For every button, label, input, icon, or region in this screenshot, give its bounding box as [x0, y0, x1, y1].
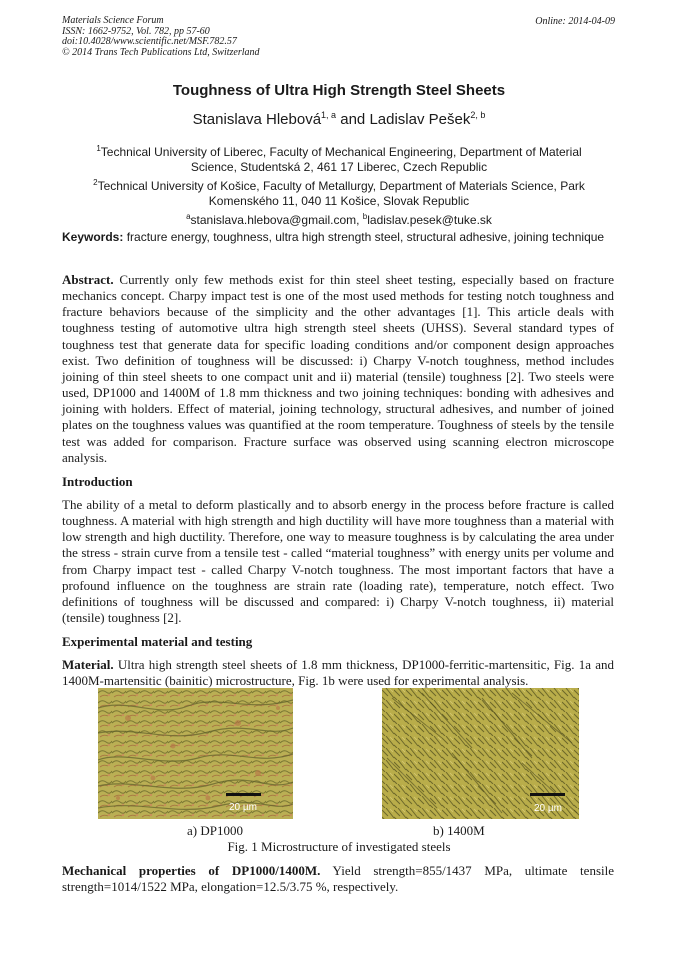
- affil-1-line-1: Technical University of Liberec, Faculty of Mechanical Engineering, Department of Material: [100, 145, 582, 159]
- keywords: [62, 230, 614, 245]
- abstract-label: Abstract.: [62, 272, 114, 287]
- keywords-label: Keywords:: [62, 230, 124, 244]
- doi: doi:10.4028/www.scientific.net/MSF.782.57: [62, 36, 237, 47]
- author-name: Ladislav Pešek: [369, 111, 471, 128]
- email-b[interactable]: ladislav.pesek@tuke.sk: [367, 213, 492, 227]
- micrograph-1400m-image: [382, 688, 579, 819]
- abstract-text: Currently only few methods exist for thin steel sheet testing, especially based on fracture mechanics concept. Charpy impact test is one of the most used methods for testing notch toughness and fracture behaviors because of the simplicity and the other advantages [1]. This article deals with toughness testing of automotive ultra high strength steel sheets (UHSS). Several standard types of toughness test that generate data for specific loading conditions and/or component design approaches exist. Two definition of toughness will be discussed: i) Charpy V-notch toughness, method includes joining of thin steel sheets to one compact unit and ii) material (tensile) toughness [2]. Two steels were used, DP1000 and 1400M of 1.8 mm thickness and two joining techniques: bonding with adhesives and joining with holders. Effect of material, joining technology, structural adhesives, and number of joined plates on the toughness values was quantified at the room temperature. Toughness of steels by the tensile test was added for comparison. Fracture surface was observed using scanning electron microscope analysis.: [62, 272, 615, 465]
- caption-b: b) 1400M: [433, 823, 485, 838]
- scalebar-b-label: 20 µm: [534, 803, 562, 814]
- micrograph-1400m: [382, 688, 579, 819]
- experimental-heading: Experimental material and testing: [62, 634, 253, 649]
- abstract: [62, 272, 614, 466]
- affil-superscript: 1: [96, 144, 101, 153]
- author-superscript: 1, a: [321, 110, 337, 120]
- author-line: [0, 110, 678, 128]
- introduction-text: The ability of a metal to deform plastically and to absorb energy in the process before fracture is called toughness. A material with high strength and high ductility will have more toughness than a material with low strength and high ductility. Therefore, one way to measure toughness is by calculating the area under the stress - strain curve from a tensile test - called “material toughness” with energy units per volume and from Charpy impact test - called Charpy V-notch toughness. The most important factors that have a profound influence on the toughness are strain rate (loading rate), temperature, notch effect. Two definitions of toughness will be discussed and compared: i) Charpy V-notch toughness, ii) material (tensile) toughness [2].: [62, 497, 614, 626]
- keywords-text: fracture energy, toughness, ultra high strength steel, structural adhesive, joining technique: [126, 230, 605, 244]
- mechanical-label: Mechanical properties of DP1000/1400M.: [62, 863, 321, 878]
- email-superscript: b: [362, 212, 368, 221]
- author-conjunction: and: [340, 111, 366, 128]
- paper-title: Toughness of Ultra High Strength Steel Sheets: [172, 82, 506, 99]
- copyright: © 2014 Trans Tech Publications Ltd, Switzerland: [62, 46, 260, 58]
- material-paragraph: [62, 657, 614, 689]
- affil-1-line-2: Science, Studentská 2, 461 17 Liberec, Czech Republic: [190, 160, 488, 174]
- micrograph-dp1000: [98, 688, 293, 819]
- material-text: Ultra high strength steel sheets of 1.8 mm thickness, DP1000-ferritic-martensitic, Fig. 1a and 1400M-martensitic (bainitic) microstructure, Fig. 1b were used for experimental analysis.: [62, 657, 615, 689]
- author-name: Stanislava Hlebová: [192, 111, 322, 128]
- affiliations: [62, 141, 616, 228]
- figure-caption: Fig. 1 Microstructure of investigated steels: [227, 839, 451, 854]
- introduction-heading: Introduction: [62, 474, 133, 489]
- author-superscript: 2, b: [470, 110, 486, 120]
- journal-name: Materials Science Forum: [62, 15, 164, 26]
- mechanical-paragraph: [62, 863, 614, 895]
- online-date: Online: 2014-04-09: [535, 16, 615, 27]
- journal-header: [62, 16, 260, 58]
- affil-2-line-1: Technical University of Košice, Faculty of Metallurgy, Department of Materials Science, Park: [97, 179, 585, 193]
- scalebar-a-label: 20 µm: [229, 802, 257, 813]
- micrograph-dp1000-image: [98, 688, 293, 819]
- issn: ISSN: 1662-9752, Vol. 782, pp 57-60: [62, 25, 210, 37]
- email-superscript: a: [186, 212, 191, 221]
- affil-superscript: 2: [93, 178, 98, 187]
- material-label: Material.: [62, 657, 114, 672]
- email-a[interactable]: stanislava.hlebova@gmail.com,: [190, 213, 360, 227]
- affil-2-line-2: Komenského 11, 040 11 Košice, Slovak Republic: [208, 194, 470, 208]
- caption-a: a) DP1000: [187, 823, 243, 838]
- mechanical-text: Yield strength=855/1437 MPa, ultimate tensile strength=1014/1522 MPa, elongation=12.5/3.75 %, respectively.: [62, 863, 614, 895]
